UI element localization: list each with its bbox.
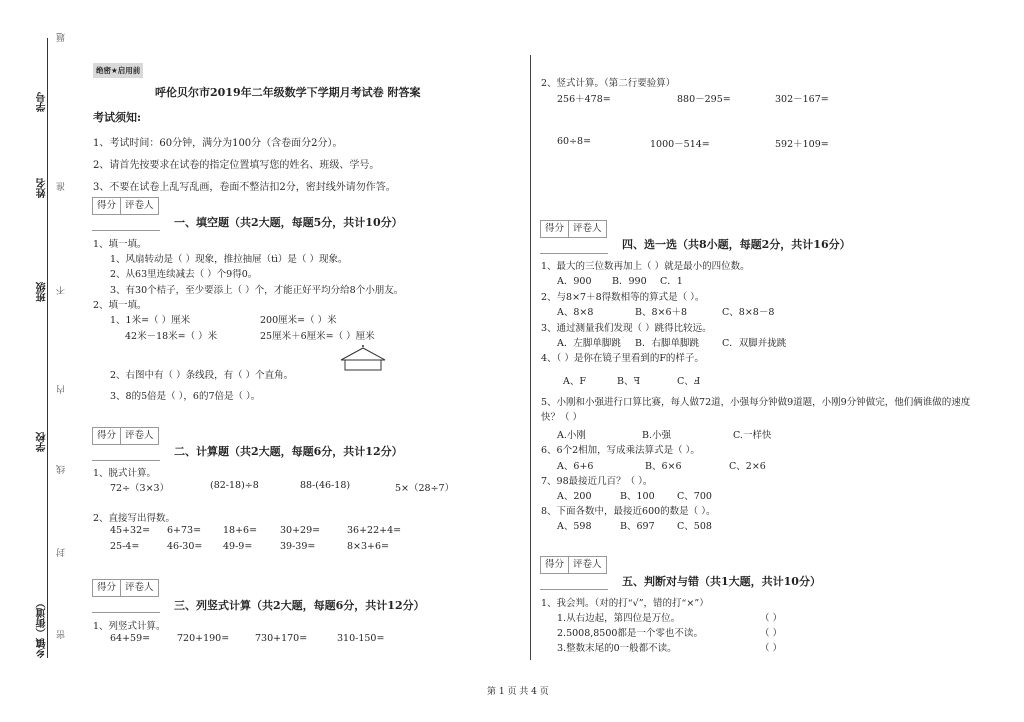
s2-r2-2: 46-30= [167,541,203,552]
s2-r1-1: 45+32= [110,525,151,536]
s4-q4: 4、（ ）是你在镜子里看到的F的样子。 [541,353,704,364]
student-number-label: 学号 [37,92,48,112]
s2-r1-3: 18+6= [223,525,258,536]
s1-q2-b: 200厘米=（ ）米 [260,315,337,326]
s4-q7-c: C、700 [677,491,712,502]
class-label: 班级 [37,282,48,302]
s4-q7: 7、98最接近几百？（ ）。 [541,476,653,487]
s3-r3-3: 592＋109= [775,139,829,150]
s2-r1-4: 30+29= [280,525,321,536]
s1-q2-a: 1、1米=（ ）厘米 [110,315,191,326]
s4-q5-a: A.小刚 [557,430,586,441]
score-label: 得分 [93,198,121,214]
grader-label: 评卷人 [125,200,154,211]
s2-r2-5: 8×3+6= [347,541,390,552]
grader-label: 评卷人 [125,430,154,441]
s4-q1-c: C．1 [660,276,683,287]
notice-1: 1、考试时间：60分钟，满分为100分（含卷面分2分）。 [93,138,343,149]
section-1-title: 一、填空题（共2大题，每题5分，共计10分） [174,216,403,229]
s4-q3-c: C．双脚并拢跳 [722,338,787,349]
s5-item-2-blank: （ ） [760,628,783,639]
s5-item-1: 1.从右边起，第四位是万位。 [557,613,681,624]
s4-q5-c: C.一样快 [733,430,772,441]
s4-q4-a: A、F [563,376,586,387]
s1-q2: 2、填一填。 [93,300,147,311]
score-label: 得分 [93,580,121,596]
s5-item-3: 3.整数末尾的0一般都不读。 [557,643,677,654]
s2-r1-2: 6+73= [167,525,202,536]
s4-q4-b: B、ꟻ [617,376,641,387]
s3-r1-4: 310-150= [337,633,385,644]
s1-q1-1: 1、风扇转动是（ ）现象，推拉抽屉（tì）是（ ）现象。 [110,254,348,265]
s3-q2: 2、竖式计算。（第二行要验算） [541,78,676,89]
s4-q3: 3、通过测量我们发现（ ）跳得比较远。 [541,323,712,334]
margin-line [47,38,48,658]
score-box-1 [92,197,159,215]
s3-q1: 1、列竖式计算。 [93,621,166,632]
s2-expr-4: 5×（28÷7） [395,483,455,494]
s4-q1-a: A．900 [557,276,592,287]
s1-q2-c: 42米－18米=（ ）米 [125,331,218,342]
score-box-1-base [92,230,160,231]
score-box-4 [540,220,607,238]
s2-r2-1: 25-4= [110,541,140,552]
s1-q2-3: 3、8的5倍是（ ），6的7倍是（ ）。 [110,391,261,402]
s3-r1-3: 730+170= [255,633,308,644]
s4-q8-a: A、598 [557,521,592,532]
s3-r2-1: 256＋478= [557,94,611,105]
s2-r2-3: 49-9= [223,541,253,552]
s1-q1: 1、填一填。 [93,239,147,250]
grader-label: 评卷人 [573,223,602,234]
margin-char-bu: 不 [57,286,67,295]
s1-q2-2: 2、右图中有（ ）条线段，有（ ）个直角。 [110,370,294,381]
section-3-title: 三、列竖式计算（共2大题，每题6分，共计12分） [174,599,425,612]
section-5-title: 五、判断对与错（共1大题，共计10分） [622,575,821,588]
section-2-title: 二、计算题（共2大题，每题6分，共计12分） [174,445,403,458]
s4-q1: 1、最大的三位数再加上（ ）就是最小的四位数。 [541,261,750,272]
score-box-4-base [540,253,608,254]
s4-q5: 5、小刚和小强进行口算比赛，每人做72道，小强每分钟做9道题，小刚9分钟做完，他们俩谁做的速度快？（ ） [541,397,971,423]
s4-q7-b: B、100 [620,491,655,502]
s2-expr-3: 88-(46-18) [300,480,351,491]
notice-3: 3、不要在试卷上乱写乱画，卷面不整洁扣2分，密封线外请勿作答。 [93,182,396,193]
score-box-3 [92,579,159,597]
s1-q1-2: 2、从63里连续减去（ ）个9得0。 [110,269,258,280]
s4-q8-c: C、508 [677,521,712,532]
s4-q6-a: A、6+6 [557,461,594,472]
score-box-3-base [92,612,160,613]
page-footer: 第 1 页 共 4 页 [487,687,549,697]
column-divider [530,55,531,660]
margin-char-xian: 线 [57,465,67,474]
s4-q2: 2、与8×7＋8得数相等的算式是（ ）。 [541,292,705,303]
notice-2: 2、请首先按要求在试卷的指定位置填写您的姓名、班级、学号。 [93,160,380,171]
margin-char-ti: 题 [57,33,67,42]
grader-label: 评卷人 [573,559,602,570]
s5-item-1-blank: （ ） [760,613,783,624]
s4-q8: 8、下面各数中，最接近600的数是（ ）。 [541,506,716,517]
margin-char-mi: 密 [57,630,67,639]
s3-r3-1: 60÷8= [557,136,592,147]
margin-char-feng: 封 [57,548,67,557]
s4-q2-c: C、8×8－8 [722,307,775,318]
score-label: 得分 [541,221,569,237]
s4-q6-b: B、6×6 [645,461,682,472]
s2-expr-2: (82-18)÷8 [210,480,259,491]
s3-r2-2: 880－295= [677,94,731,105]
margin-char-zhun: 准 [57,182,67,191]
name-label: 姓名 [37,178,48,198]
page-title: 呼伦贝尔市2019年二年级数学下学期月考试卷 附答案 [155,86,421,99]
s3-r1-1: 64+59= [110,633,151,644]
s4-q5-b: B.小强 [642,430,672,441]
confidential-tag: 绝密★启用前 [93,63,143,78]
township-label: 乡镇（街道） [37,598,48,658]
s1-q2-d: 25厘米＋6厘米=（ ）厘米 [260,331,375,342]
s1-q1-3: 3、有30个桔子，至少要添上（ ）个，才能正好平均分给8个小朋友。 [110,285,404,296]
s4-q6: 6、6个2相加，写成乘法算式是（ ）。 [541,445,700,456]
s4-q1-b: B．990 [612,276,647,287]
s5-q1: 1、我会判。（对的打“√”，错的打“×”） [541,598,709,609]
s4-q2-a: A、8×8 [557,307,594,318]
grader-label: 评卷人 [125,582,154,593]
s2-expr-1: 72÷（3×3） [110,483,170,494]
s3-r1-2: 720+190= [177,633,230,644]
s2-q1: 1、脱式计算。 [93,468,157,479]
house-figure [340,344,386,372]
s2-r1-5: 36+22+4= [347,525,402,536]
s4-q6-c: C、2×6 [729,461,766,472]
s5-item-2: 2.5008,8500都是一个零也不读。 [557,628,703,639]
s2-r2-4: 39-39= [280,541,316,552]
margin-char-nei: 内 [57,385,67,394]
s2-q2: 2、直接写出得数。 [93,513,176,524]
score-box-5-base [540,589,608,590]
notice-title: 考试须知: [93,111,142,124]
s4-q4-c: C、Ⅎ [677,376,701,387]
score-box-5 [540,556,607,574]
section-4-title: 四、选一选（共8小题，每题2分，共计16分） [622,238,851,251]
score-label: 得分 [93,428,121,444]
s3-r3-2: 1000－514= [650,139,710,150]
s3-r2-3: 302－167= [775,94,829,105]
s4-q3-a: A．左脚单脚跳 [557,338,621,349]
score-label: 得分 [541,557,569,573]
s4-q8-b: B、697 [620,521,655,532]
s4-q7-a: A、200 [557,491,592,502]
school-label: 学校 [37,432,48,452]
s5-item-3-blank: （ ） [760,643,783,654]
score-box-2 [92,427,159,445]
s4-q2-b: B、8×6＋8 [635,307,688,318]
s4-q3-b: B．右脚单脚跳 [635,338,699,349]
score-box-2-base [92,460,160,461]
